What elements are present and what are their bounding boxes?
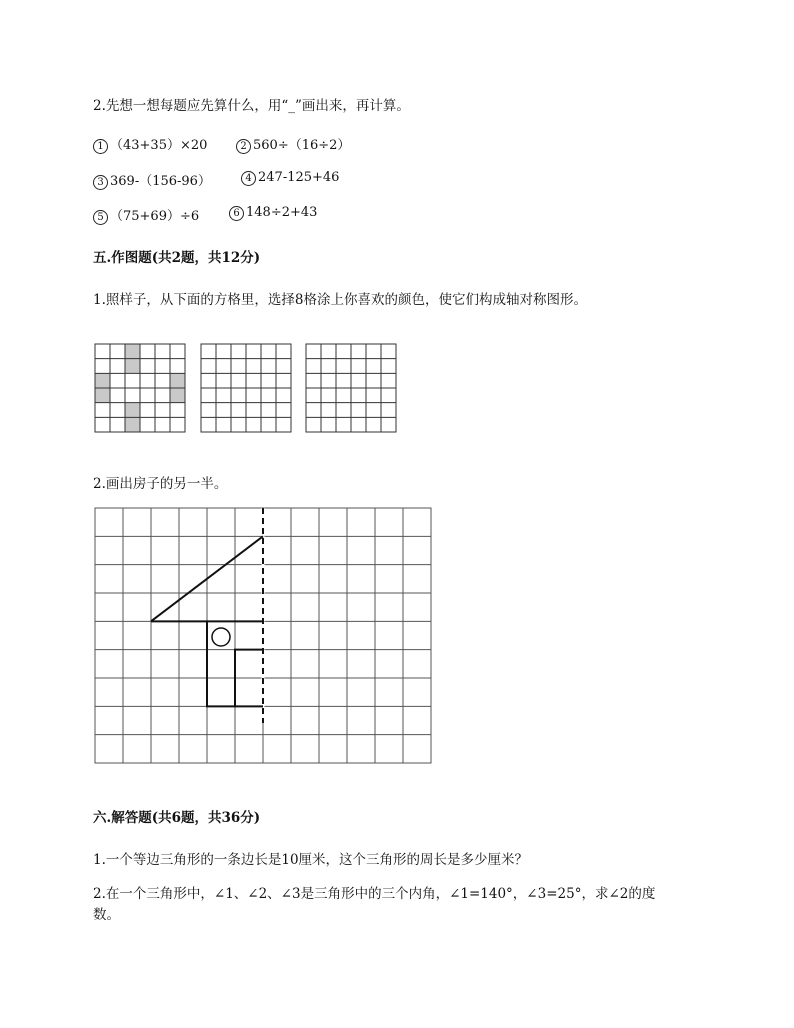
section6-q1-text: 1.一个等边三角形的一条边长是10厘米，这个三角形的周长是多少厘米？ [93, 852, 529, 868]
q2-prompt: 2.先想一想每题应先算什么，用“_”画出来，再计算。 [93, 98, 410, 114]
circled-number: 1 [93, 139, 108, 154]
calc-expression: （43+35）×20 [110, 138, 208, 153]
house-grid[interactable] [95, 508, 431, 763]
calc-item-6 [229, 205, 317, 221]
calc-expression: 369-（156-96） [110, 174, 211, 189]
calc-item-3 [93, 170, 211, 190]
circled-number: 2 [236, 139, 251, 154]
circled-number: 3 [93, 175, 108, 190]
calc-item-5 [93, 205, 199, 225]
calc-item-4 [241, 170, 339, 186]
blank-grid-1[interactable] [201, 344, 291, 432]
section6-q2-line2: 数。 [93, 907, 120, 923]
section5-q2-text: 2.画出房子的另一半。 [93, 476, 228, 492]
section5-q1-text: 1.照样子，从下面的方格里，选择8格涂上你喜欢的颜色，使它们构成轴对称图形。 [93, 292, 587, 308]
calc-expression: 560÷（16÷2） [253, 138, 351, 153]
calc-expression: （75+69）÷6 [110, 209, 200, 224]
section6-q2-line1: 2.在一个三角形中，∠1、∠2、∠3是三角形中的三个内角，∠1=140°，∠3=25°，求∠2的度 [93, 886, 656, 902]
blank-grid-2[interactable] [306, 344, 396, 432]
section5-title: 五.作图题(共2题，共12分) [93, 250, 261, 266]
calc-item-1 [93, 134, 207, 154]
circled-number: 5 [93, 210, 108, 225]
section6-title: 六.解答题(共6题，共36分) [93, 810, 261, 826]
circled-number: 6 [229, 206, 244, 221]
calc-item-2 [236, 134, 350, 154]
calc-expression: 247-125+46 [258, 170, 340, 185]
circled-number: 4 [241, 171, 256, 186]
section6-q2-text [93, 884, 703, 926]
example-grid [95, 344, 185, 432]
calc-expression: 148÷2+43 [246, 205, 318, 220]
window-circle [212, 628, 230, 646]
